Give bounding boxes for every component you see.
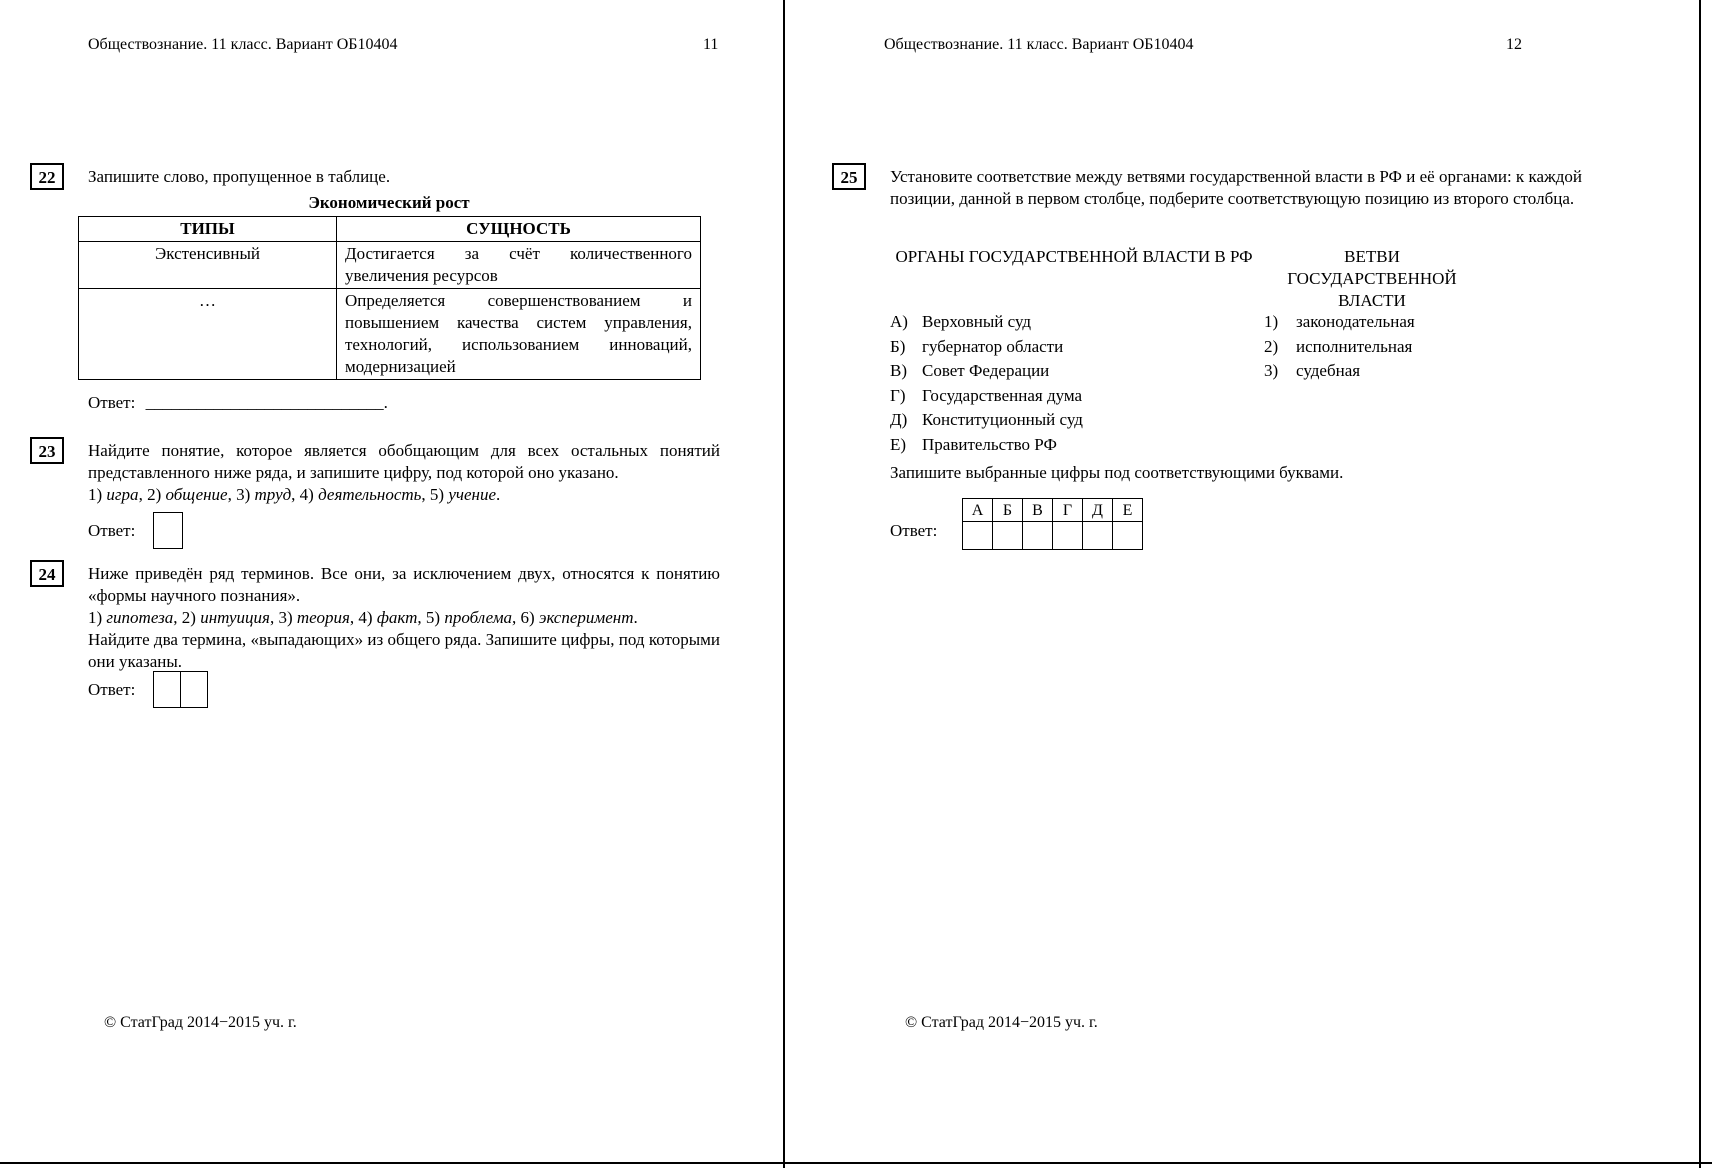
list-item xyxy=(1264,359,1415,384)
question-23-terms: 1) игра, 2) общение, 3) труд, 4) деятельность, 5) учение. xyxy=(88,485,501,504)
answer-label: Ответ: xyxy=(88,393,136,412)
item-text: законодательная xyxy=(1296,312,1415,331)
table-row xyxy=(79,242,701,289)
item-label: А) xyxy=(890,312,908,331)
answer-letter: В xyxy=(1023,499,1053,522)
answer-letter: Г xyxy=(1053,499,1083,522)
table-header-types: ТИПЫ xyxy=(79,217,337,242)
answer-blank-line: ____________________________. xyxy=(145,393,388,412)
question-22-answer-line xyxy=(88,392,388,414)
right-page-border xyxy=(1699,0,1701,1168)
question-24-number-box: 24 xyxy=(30,560,64,587)
list-item xyxy=(890,310,1083,335)
bottom-page-border xyxy=(0,1162,1712,1164)
item-label: В) xyxy=(890,361,907,380)
answer-cell xyxy=(1053,522,1083,550)
question-24-terms: 1) гипотеза, 2) интуиция, 3) теория, 4) факт, 5) проблема, 6) эксперимент. xyxy=(88,608,638,627)
answer-box xyxy=(153,512,183,549)
list-item xyxy=(1264,335,1415,360)
item-label: 3) xyxy=(1264,361,1279,380)
question-25-number-box: 25 xyxy=(832,163,866,190)
economic-growth-table xyxy=(78,216,701,380)
answer-label: Ответ: xyxy=(890,521,938,540)
item-text: Государственная дума xyxy=(922,385,1083,405)
list-item xyxy=(1264,310,1415,335)
item-label: Д) xyxy=(890,410,908,429)
table-header-row xyxy=(79,217,701,242)
answer-cell xyxy=(1083,522,1113,550)
match-left-column-header: ОРГАНЫ ГОСУДАРСТВЕННОЙ ВЛАСТИ В РФ xyxy=(895,247,1253,266)
question-23-number-box: 23 xyxy=(30,437,64,464)
table-cell-type-missing: … xyxy=(79,289,337,380)
table-row xyxy=(79,289,701,380)
question-25-prompt: Установите соответствие между ветвями государственной власти в РФ и её органами: к каждой позиции, данной в первом столбце, подберите соответствующую позицию из второго столбца. xyxy=(890,167,1582,208)
answer-letter: Д xyxy=(1083,499,1113,522)
branches-list xyxy=(1264,310,1415,384)
answer-letters-row xyxy=(963,499,1143,522)
question-24-answer-row xyxy=(88,671,208,708)
item-label: Б) xyxy=(890,336,906,356)
item-text: Совет Федерации xyxy=(922,361,1050,380)
answer-box-1 xyxy=(153,671,181,708)
answer-cell xyxy=(963,522,993,550)
item-text: исполнительная xyxy=(1296,336,1413,356)
item-label: 1) xyxy=(1264,312,1279,331)
answer-letter: Е xyxy=(1113,499,1143,522)
list-item xyxy=(890,335,1083,360)
list-item xyxy=(890,384,1083,409)
item-label: Е) xyxy=(890,434,907,454)
item-text: судебная xyxy=(1296,361,1361,380)
table-cell-type-extensive: Экстенсивный xyxy=(79,242,337,289)
question-24-text xyxy=(88,563,720,673)
item-text: Верховный суд xyxy=(922,312,1032,331)
question-22-number-box: 22 xyxy=(30,163,64,190)
question-22-prompt: Запишите слово, пропущенное в таблице. xyxy=(88,167,391,186)
item-label: Г) xyxy=(890,385,906,405)
list-item xyxy=(890,433,1083,458)
question-23-text xyxy=(88,440,720,506)
table-header-essence: СУЩНОСТЬ xyxy=(337,217,701,242)
header-title: Обществознание. 11 класс. Вариант ОБ10404 xyxy=(88,36,398,53)
answer-letter: Б xyxy=(993,499,1023,522)
answer-letter: А xyxy=(963,499,993,522)
center-page-divider xyxy=(783,0,785,1168)
question-24-prompt-2: Найдите два термина, «выпадающих» из общего ряда. Запишите цифры, под которыми они указаны. xyxy=(88,630,720,671)
item-text: Правительство РФ xyxy=(922,434,1057,454)
item-text: губернатор области xyxy=(922,336,1064,356)
table-title: Экономический рост xyxy=(308,193,470,212)
page-12 xyxy=(786,0,1700,1168)
answer-cell xyxy=(1023,522,1053,550)
header-title: Обществознание. 11 класс. Вариант ОБ10404 xyxy=(884,36,1194,53)
page-number: 12 xyxy=(1506,36,1522,53)
match-right-column-header: ВЕТВИ ГОСУДАРСТВЕННОЙ ВЛАСТИ xyxy=(1287,247,1457,310)
answer-label: Ответ: xyxy=(88,520,136,540)
question-25-instruction: Запишите выбранные цифры под соответствующими буквами. xyxy=(890,463,1344,482)
table-cell-essence-extensive: Достигается за счёт количественного увеличения ресурсов xyxy=(337,242,701,289)
question-23-prompt: Найдите понятие, которое является обобщающим для всех остальных понятий представленного ниже ряда, и запишите цифру, под которой оно указано. xyxy=(88,441,720,482)
item-text: Конституционный суд xyxy=(922,410,1083,429)
list-item xyxy=(890,359,1083,384)
answer-label: Ответ: xyxy=(88,679,136,699)
question-23-answer-row xyxy=(88,512,183,549)
organs-list xyxy=(890,310,1083,457)
page-number: 11 xyxy=(703,36,719,53)
footer-copyright: © СтатГрад 2014−2015 уч. г. xyxy=(905,1014,1098,1031)
answer-box-2 xyxy=(180,671,208,708)
footer-copyright: © СтатГрад 2014−2015 уч. г. xyxy=(104,1014,297,1031)
list-item xyxy=(890,408,1083,433)
table-cell-essence-missing: Определяется совершенствованием и повышением качества систем управления, технологий, использованием инноваций, модернизацией xyxy=(337,289,701,380)
answer-cell xyxy=(1113,522,1143,550)
question-24-prompt-1: Ниже приведён ряд терминов. Все они, за исключением двух, относятся к понятию «формы научного познания». xyxy=(88,564,720,605)
item-label: 2) xyxy=(1264,336,1279,356)
q25-answer-table xyxy=(962,498,1143,550)
page-11 xyxy=(0,0,784,1168)
answer-blanks-row xyxy=(963,522,1143,550)
answer-cell xyxy=(993,522,1023,550)
